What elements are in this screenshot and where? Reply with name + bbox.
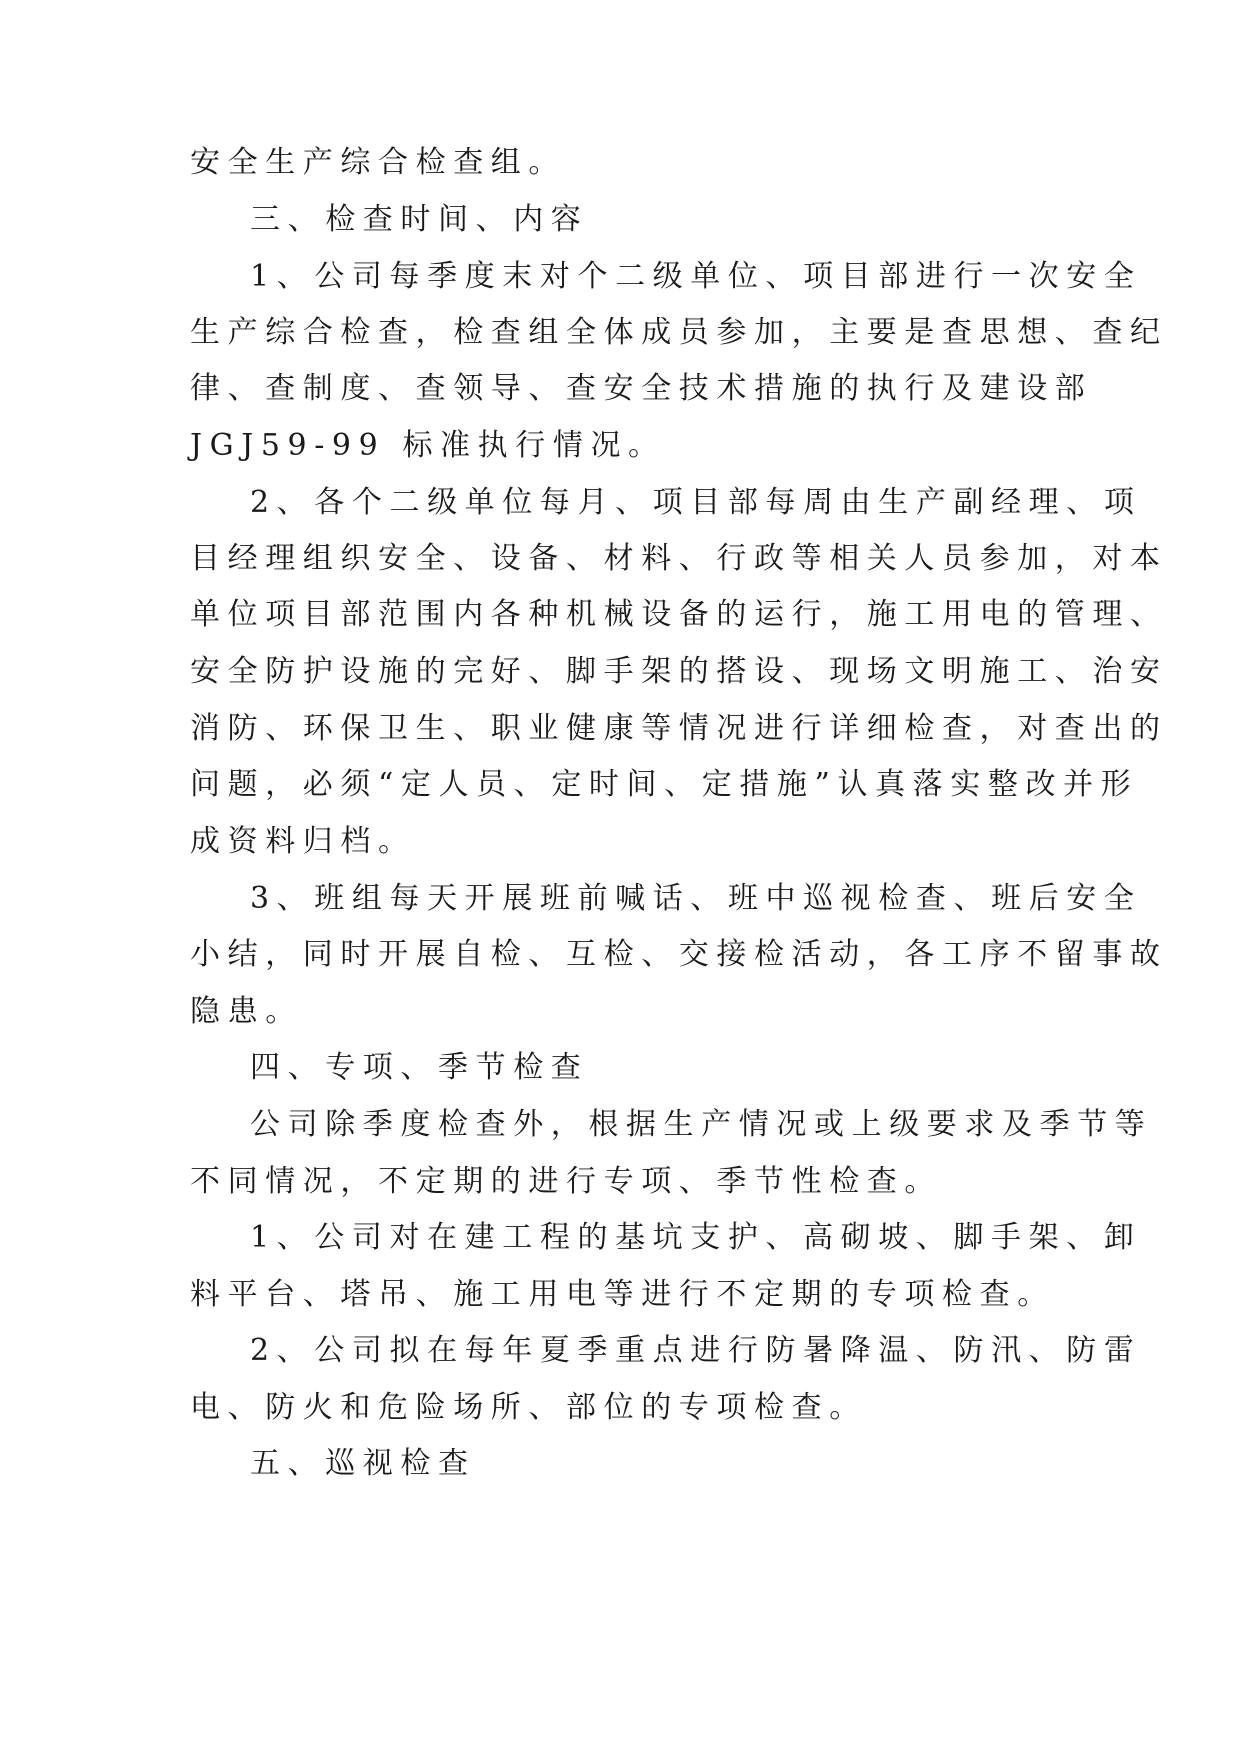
text-line: 2、公司拟在每年夏季重点进行防暑降温、防汛、防雷 <box>250 1333 1142 1368</box>
text-line: 消防、环保卫生、职业健康等情况进行详细检查，对查出的 <box>190 711 1168 746</box>
text-line: 安全防护设施的完好、脚手架的搭设、现场文明施工、治安 <box>190 654 1168 689</box>
text-line: 生产综合检查，检查组全体成员参加，主要是查思想、查纪 <box>190 315 1168 350</box>
text-line: 小结，同时开展自检、互检、交接检活动，各工序不留事故 <box>190 937 1168 972</box>
text-line: 1、公司每季度末对个二级单位、项目部进行一次安全 <box>250 259 1142 294</box>
text-line: 单位项目部范围内各种机械设备的运行，施工用电的管理、 <box>190 597 1168 632</box>
text-line: 目经理组织安全、设备、材料、行政等相关人员参加，对本 <box>190 541 1168 576</box>
section-heading: 五、巡视检查 <box>250 1446 476 1481</box>
text-line: 律、查制度、查领导、查安全技术措施的执行及建设部 <box>190 371 1093 406</box>
text-line: 电、防火和危险场所、部位的专项检查。 <box>190 1390 867 1425</box>
text-line: 公司除季度检查外，根据生产情况或上级要求及季节等 <box>250 1107 1153 1142</box>
text-line: 隐患。 <box>190 994 303 1029</box>
text-line: 成资料归档。 <box>190 824 416 859</box>
text-line: 不同情况，不定期的进行专项、季节性检查。 <box>190 1164 942 1199</box>
section-heading: 四、专项、季节检查 <box>250 1050 589 1085</box>
text-line: 问题，必须“定人员、定时间、定措施”认真落实整改并形 <box>190 767 1139 802</box>
text-line: 安全生产综合检查组。 <box>190 145 566 180</box>
text-line: JGJ59-99 标准执行情况。 <box>190 428 666 463</box>
text-line: 料平台、塔吊、施工用电等进行不定期的专项检查。 <box>190 1277 1055 1312</box>
text-line: 2、各个二级单位每月、项目部每周由生产副经理、项 <box>250 485 1142 520</box>
section-heading: 三、检查时间、内容 <box>250 202 589 237</box>
text-line: 1、公司对在建工程的基坑支护、高砌坡、脚手架、卸 <box>250 1220 1142 1255</box>
text-line: 3、班组每天开展班前喊话、班中巡视检查、班后安全 <box>250 881 1142 916</box>
